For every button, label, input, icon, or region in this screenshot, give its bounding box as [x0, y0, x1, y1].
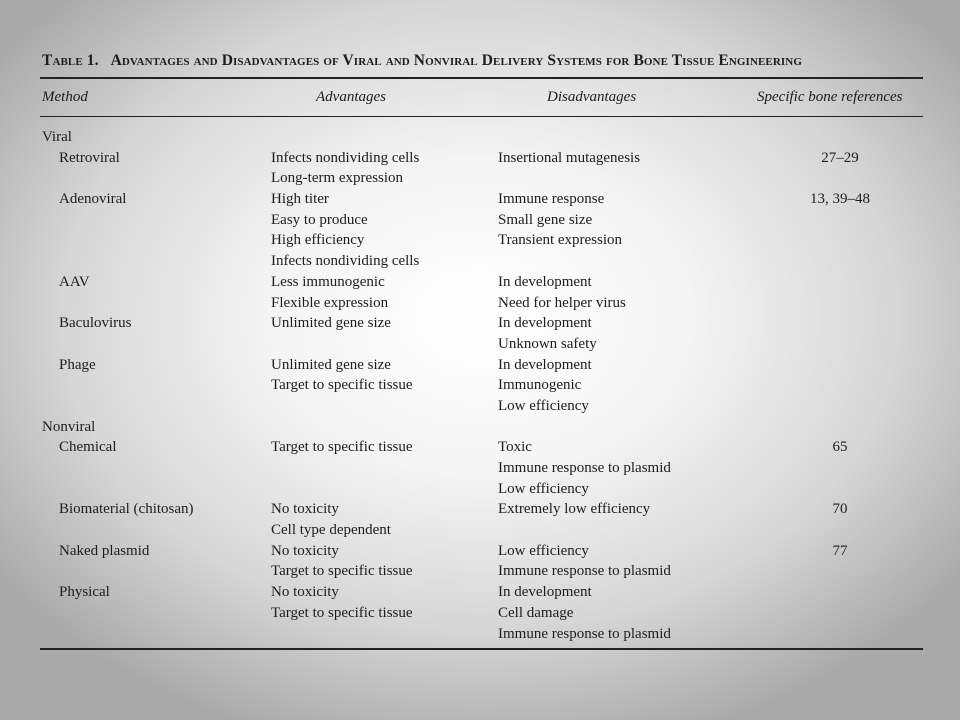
table-row: [0, 624, 960, 645]
advantage-cell: Long-term expression: [271, 170, 404, 187]
disadvantage-cell: Unknown safety: [498, 335, 597, 352]
category-label: Nonviral: [42, 418, 96, 435]
disadvantage-cell: In development: [498, 356, 592, 373]
method-cell: AAV: [59, 273, 90, 290]
table-row: [0, 520, 960, 541]
advantage-cell: No toxicity: [271, 501, 339, 518]
disadvantage-cell: Extremely low efficiency: [498, 501, 651, 518]
bottom-rule: [40, 648, 923, 650]
disadvantage-cell: In development: [498, 584, 592, 601]
method-cell: Retroviral: [59, 149, 120, 166]
reference-cell: 65: [832, 439, 848, 456]
table-body: [0, 127, 960, 644]
table-row: [0, 230, 960, 251]
disadvantage-cell: Low efficiency: [498, 397, 589, 414]
disadvantage-cell: In development: [498, 315, 592, 332]
table-row: [0, 334, 960, 355]
advantage-cell: Less immunogenic: [271, 273, 385, 290]
advantage-cell: High efficiency: [271, 232, 365, 249]
table-row: [0, 272, 960, 293]
header-references: Specific bone references: [757, 89, 903, 105]
advantage-cell: Flexible expression: [271, 294, 389, 311]
advantage-cell: Easy to produce: [271, 211, 368, 228]
reference-cell: 27–29: [821, 149, 859, 166]
disadvantage-cell: Need for helper virus: [498, 294, 626, 311]
disadvantage-cell: Toxic: [498, 439, 532, 456]
method-cell: Naked plasmid: [59, 542, 150, 559]
method-cell: Biomaterial (chitosan): [59, 501, 194, 518]
disadvantage-cell: Low efficiency: [498, 542, 589, 559]
table-row: [0, 293, 960, 314]
top-rule: [40, 77, 923, 79]
advantage-cell: Unlimited gene size: [271, 315, 391, 332]
method-cell: Baculovirus: [59, 315, 132, 332]
header-rule: [40, 116, 923, 117]
reference-cell: 77: [832, 542, 848, 559]
advantage-cell: Target to specific tissue: [271, 563, 413, 580]
header-disadvantages: Disadvantages: [547, 89, 637, 105]
advantage-cell: No toxicity: [271, 584, 339, 601]
disadvantage-cell: Immune response to plasmid: [498, 563, 671, 580]
method-cell: Physical: [59, 584, 110, 601]
table-number: Table 1.: [42, 52, 99, 69]
header-method: Method: [42, 89, 88, 105]
table-row: [0, 437, 960, 458]
disadvantage-cell: Cell damage: [498, 604, 574, 621]
advantage-cell: Target to specific tissue: [271, 377, 413, 394]
table-row: [0, 355, 960, 376]
advantage-cell: Infects nondividing cells: [271, 253, 420, 270]
reference-cell: 13, 39–48: [810, 191, 870, 208]
disadvantage-cell: Immunogenic: [498, 377, 582, 394]
advantage-cell: Target to specific tissue: [271, 604, 413, 621]
table-row: [0, 189, 960, 210]
advantage-cell: Unlimited gene size: [271, 356, 391, 373]
disadvantage-cell: Small gene size: [498, 211, 593, 228]
disadvantage-cell: Low efficiency: [498, 480, 589, 497]
reference-cell: 70: [832, 501, 848, 518]
disadvantage-cell: Immune response to plasmid: [498, 625, 671, 642]
table-title: [42, 52, 922, 70]
table-row: [0, 561, 960, 582]
table-row: [0, 479, 960, 500]
table-row: [0, 210, 960, 231]
method-cell: Chemical: [59, 439, 117, 456]
category-label: Viral: [42, 129, 72, 145]
disadvantage-cell: Immune response to plasmid: [498, 460, 671, 476]
table-row: [0, 168, 960, 189]
table-row: [0, 313, 960, 334]
table-row: [0, 251, 960, 272]
table-row: [0, 417, 960, 438]
table-row: [0, 541, 960, 562]
header-advantages: Advantages: [316, 89, 386, 105]
disadvantage-cell: Transient expression: [498, 232, 623, 249]
table-row: [0, 148, 960, 169]
table-row: [0, 499, 960, 520]
advantage-cell: Infects nondividing cells: [271, 149, 420, 166]
disadvantage-cell: In development: [498, 273, 592, 290]
advantage-cell: No toxicity: [271, 542, 339, 559]
disadvantage-cell: Immune response: [498, 191, 605, 208]
table-row: [0, 375, 960, 396]
advantage-cell: Target to specific tissue: [271, 439, 413, 456]
advantage-cell: High titer: [271, 191, 329, 208]
table-row: [0, 396, 960, 417]
table-row: [0, 127, 960, 148]
method-cell: Adenoviral: [59, 191, 127, 208]
advantage-cell: Cell type dependent: [271, 522, 391, 539]
method-cell: Phage: [59, 356, 96, 373]
disadvantage-cell: Insertional mutagenesis: [498, 149, 641, 166]
table-row: [0, 458, 960, 479]
table-row: [0, 582, 960, 603]
table-title-text: Advantages and Disadvantages of Viral and Nonviral Delivery Systems for Bone Tissue Engineering: [110, 52, 802, 69]
table-row: [0, 603, 960, 624]
